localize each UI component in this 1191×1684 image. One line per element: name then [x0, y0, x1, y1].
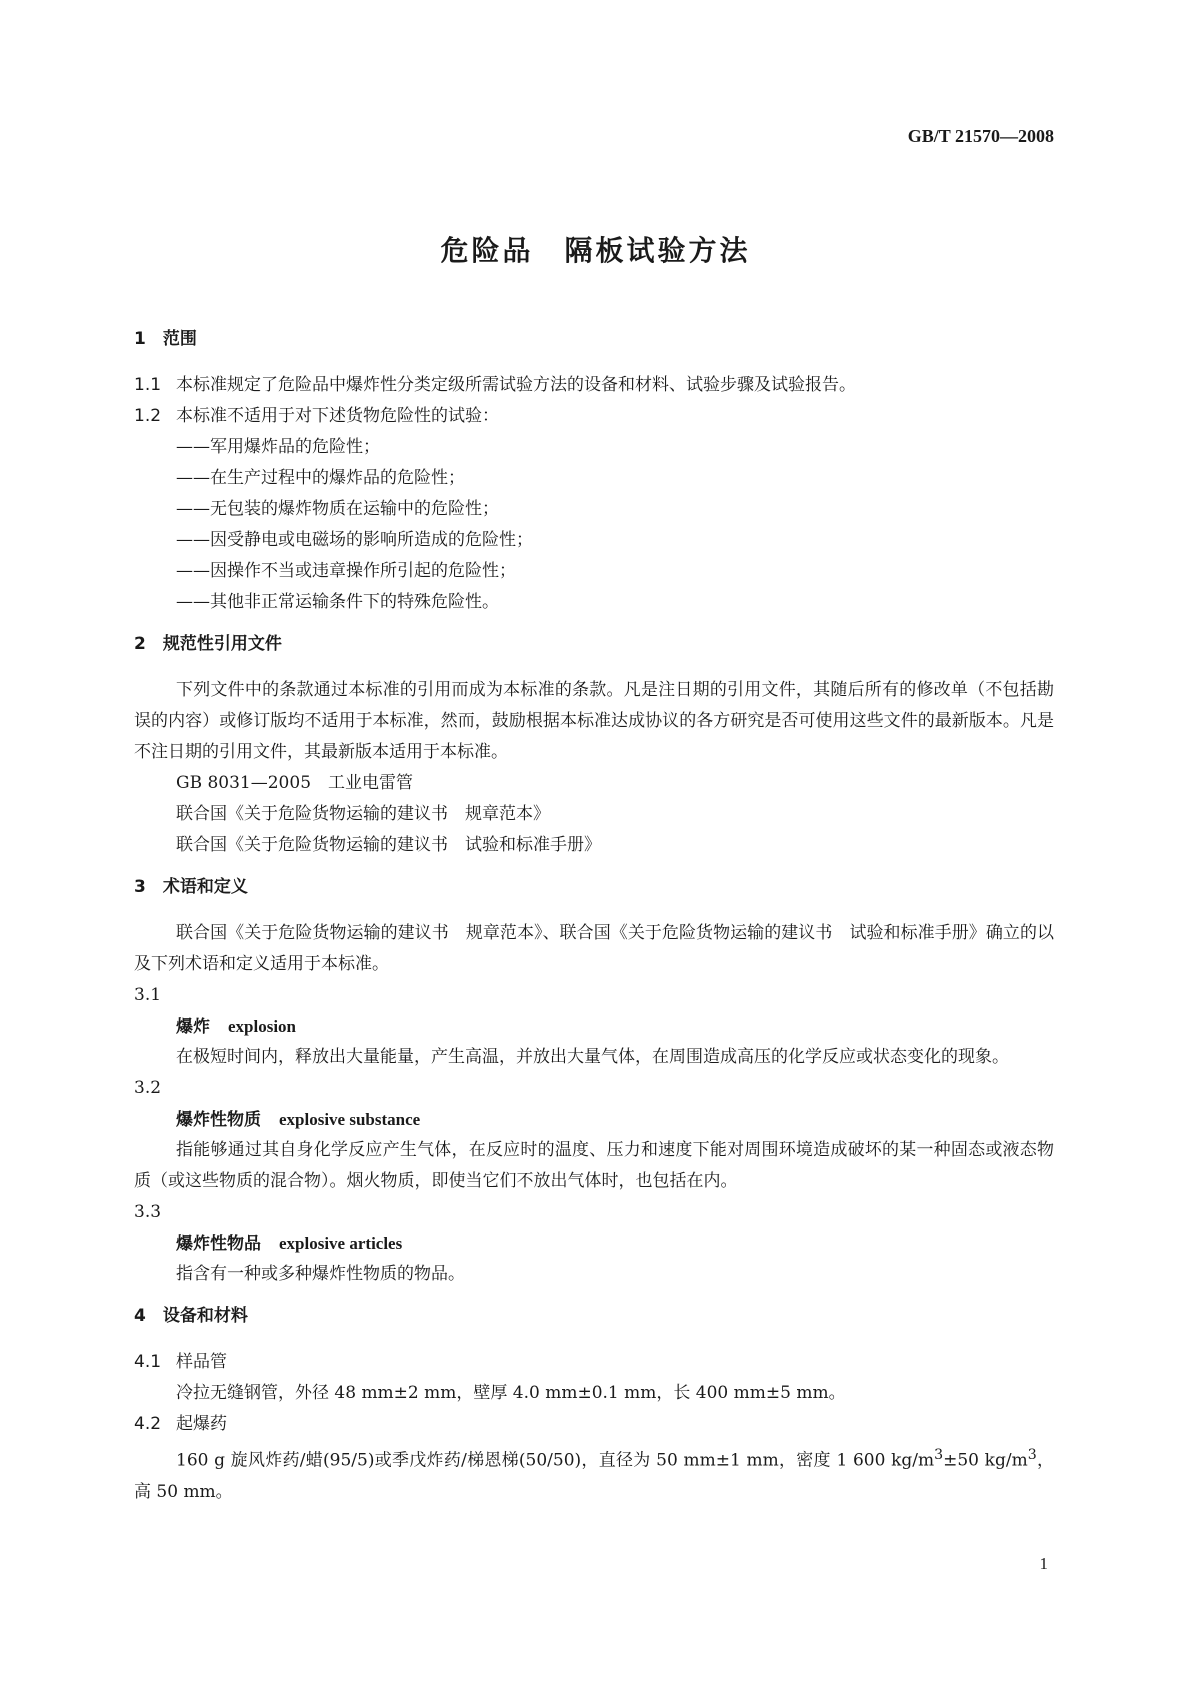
- clause-4-1: [134, 1347, 1054, 1378]
- term-entry: [134, 1011, 1054, 1042]
- clause-number: 4.1: [134, 1352, 162, 1372]
- term-en: explosion: [228, 1017, 297, 1036]
- document-body: [134, 326, 1054, 1508]
- term-entry: [134, 1228, 1054, 1259]
- term-definition: 在极短时间内，释放出大量能量，产生高温，并放出大量气体，在周围造成高压的化学反应或状态变化的现象。: [176, 1047, 1009, 1067]
- list-item: ——在生产过程中的爆炸品的危险性；: [176, 468, 465, 488]
- term-definition: 指能够通过其自身化学反应产生气体，在反应时的温度、压力和速度下能对周围环境造成破坏的某一种固态或液态物质（或这些物质的混合物）。烟火物质，即使当它们不放出气体时，也包括在内。: [134, 1140, 1054, 1191]
- clause-1-2: [134, 401, 1054, 432]
- standard-code: GB/T 21570—2008: [907, 126, 1054, 146]
- clause-title: 起爆药: [176, 1414, 227, 1434]
- term-definition: 指含有一种或多种爆炸性物质的物品。: [176, 1264, 465, 1284]
- section-heading-1: 1 范围: [134, 329, 197, 349]
- term-entry: [134, 1104, 1054, 1135]
- term-number: 3.2: [134, 1078, 162, 1098]
- term-zh: 爆炸性物品: [176, 1234, 261, 1254]
- clause-number: 1.1: [134, 375, 162, 395]
- clause-text: [134, 1440, 1054, 1508]
- superscript: 3: [934, 1447, 944, 1463]
- list-item: ——无包装的爆炸物质在运输中的危险性；: [176, 499, 499, 519]
- superscript: 3: [1027, 1447, 1037, 1463]
- text-part: 160 g 旋风炸药/蜡(95/5)或季戊炸药/梯恩梯(50/50)，直径为 50 mm±1 mm，密度 1 600 kg/m: [176, 1450, 935, 1471]
- paragraph: 下列文件中的条款通过本标准的引用而成为本标准的条款。凡是注日期的引用文件，其随后所有的修改单（不包括勘误的内容）或修订版均不适用于本标准，然而，鼓励根据本标准达成协议的各方研究是否可使用这些文件的最新版本。凡是不注日期的引用文件，其最新版本适用于本标准。: [134, 680, 1054, 762]
- text-part: ±50 kg/m: [943, 1450, 1028, 1471]
- term-zh: 爆炸性物质: [176, 1110, 261, 1130]
- term-number: 3.1: [134, 985, 162, 1005]
- section-heading-4: 4 设备和材料: [134, 1306, 248, 1326]
- list-item: ——其他非正常运输条件下的特殊危险性。: [176, 592, 499, 612]
- list-item: ——因受静电或电磁场的影响所造成的危险性；: [176, 530, 533, 550]
- term-en: explosive articles: [279, 1234, 403, 1253]
- clause-title: 样品管: [176, 1352, 227, 1372]
- list-item: ——军用爆炸品的危险性；: [176, 437, 380, 457]
- term-en: explosive substance: [279, 1110, 421, 1129]
- reference-item: GB 8031—2005 工业电雷管: [176, 773, 414, 793]
- clause-text: 本标准不适用于对下述货物危险性的试验：: [176, 406, 499, 426]
- section-heading-2: 2 规范性引用文件: [134, 634, 282, 654]
- clause-4-2: [134, 1409, 1054, 1440]
- paragraph: 联合国《关于危险货物运输的建议书 规章范本》、联合国《关于危险货物运输的建议书 试验和标准手册》确立的以及下列术语和定义适用于本标准。: [134, 923, 1054, 974]
- reference-item: 联合国《关于危险货物运输的建议书 规章范本》: [176, 804, 550, 824]
- term-number: 3.3: [134, 1202, 162, 1222]
- clause-number: 1.2: [134, 406, 162, 426]
- list-item: ——因操作不当或违章操作所引起的危险性；: [176, 561, 516, 581]
- clause-1-1: [134, 370, 1054, 401]
- text-part: ，高 50 mm。: [134, 1450, 1055, 1502]
- clause-text: 本标准规定了危险品中爆炸性分类定级所需试验方法的设备和材料、试验步骤及试验报告。: [176, 375, 856, 395]
- document-title: 危险品 隔板试验方法: [440, 234, 751, 267]
- page-number: 1: [1039, 1554, 1048, 1573]
- section-heading-3: 3 术语和定义: [134, 877, 248, 897]
- clause-text: 冷拉无缝钢管，外径 48 mm±2 mm，壁厚 4.0 mm±0.1 mm，长 400 mm±5 mm。: [176, 1383, 846, 1403]
- term-zh: 爆炸: [176, 1017, 210, 1037]
- reference-item: 联合国《关于危险货物运输的建议书 试验和标准手册》: [176, 835, 601, 855]
- clause-number: 4.2: [134, 1414, 162, 1434]
